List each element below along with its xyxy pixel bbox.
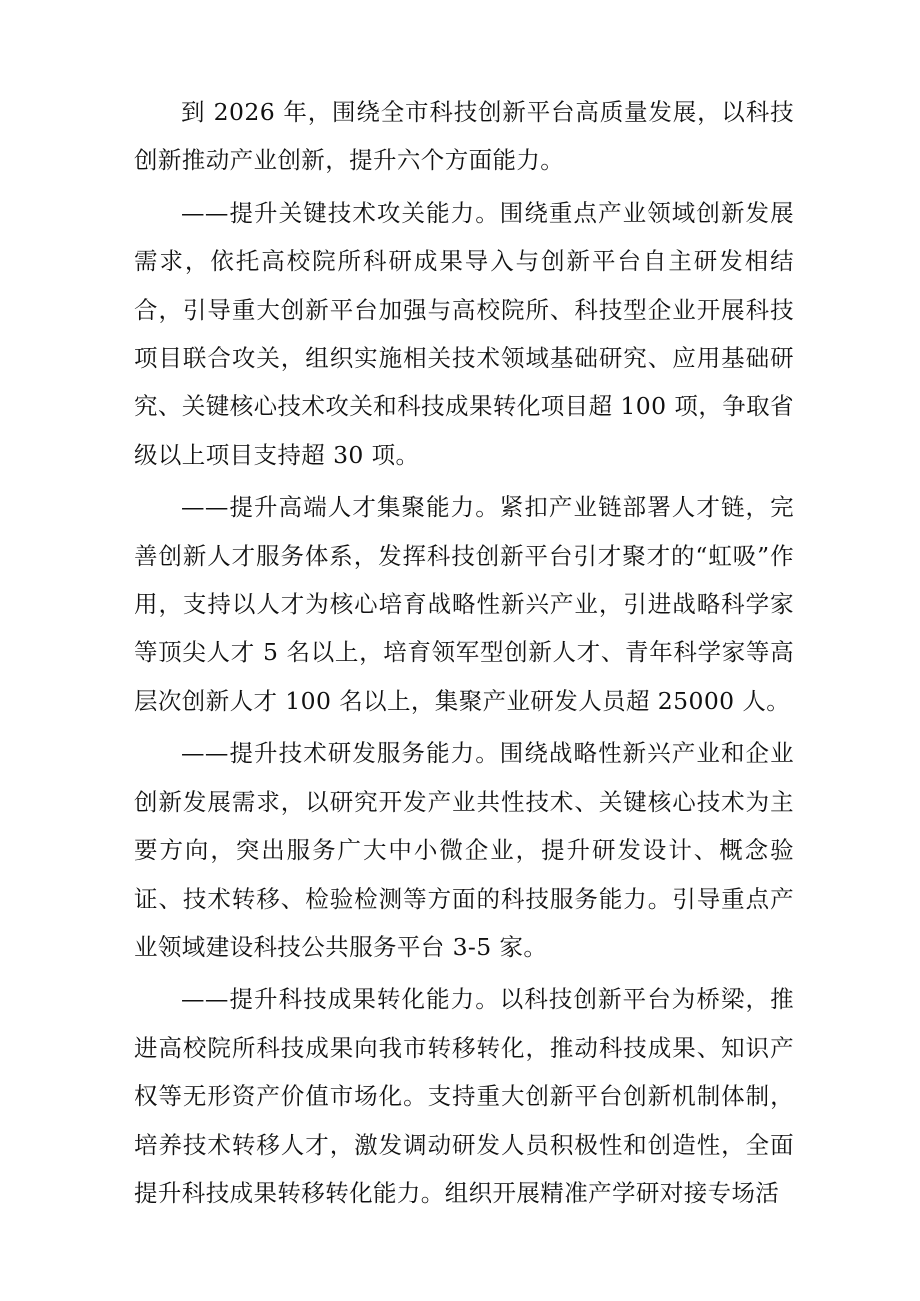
paragraph-rd-service: ——提升技术研发服务能力。围绕战略性新兴产业和企业创新发展需求，以研究开发产业共性技术、关键核心技术为主要方向，突出服务广大中小微企业，提升研发设计、概念验证、技术转移、检验检测等方面的科技服务能力。引导重点产业领域建设科技公共服务平台 3-5 家。 [134, 739, 794, 961]
document-body [134, 88, 794, 1221]
paragraph-tech-research: ——提升关键技术攻关能力。围绕重点产业领域创新发展需求，依托高校院所科研成果导入与创新平台自主研发相结合，引导重大创新平台加强与高校院所、科技型企业开展科技项目联合攻关，组织实施相关技术领域基础研究、应用基础研究、关键核心技术攻关和科技成果转化项目超 100 项，争取省级以上项目支持超 30 项。 [134, 198, 794, 469]
paragraph-talent: ——提升高端人才集聚能力。紧扣产业链部署人才链，完善创新人才服务体系，发挥科技创新平台引才聚才的“虹吸”作用，支持以人才为核心培育战略性新兴产业，引进战略科学家等顶尖人才 5 名以上，培育领军型创新人才、青年科学家等高层次创新人才 100 名以上，集聚产业研发人员超 25000 人。 [134, 493, 794, 715]
paragraph-intro: 到 2026 年，围绕全市科技创新平台高质量发展，以科技创新推动产业创新，提升六个方面能力。 [134, 98, 794, 175]
paragraph-tech-transfer: ——提升科技成果转化能力。以科技创新平台为桥梁，推进高校院所科技成果向我市转移转化，推动科技成果、知识产权等无形资产价值市场化。支持重大创新平台创新机制体制，培养技术转移人才，激发调动研发人员积极性和创造性，全面提升科技成果转移转化能力。组织开展精准产学研对接专场活 [134, 985, 794, 1207]
